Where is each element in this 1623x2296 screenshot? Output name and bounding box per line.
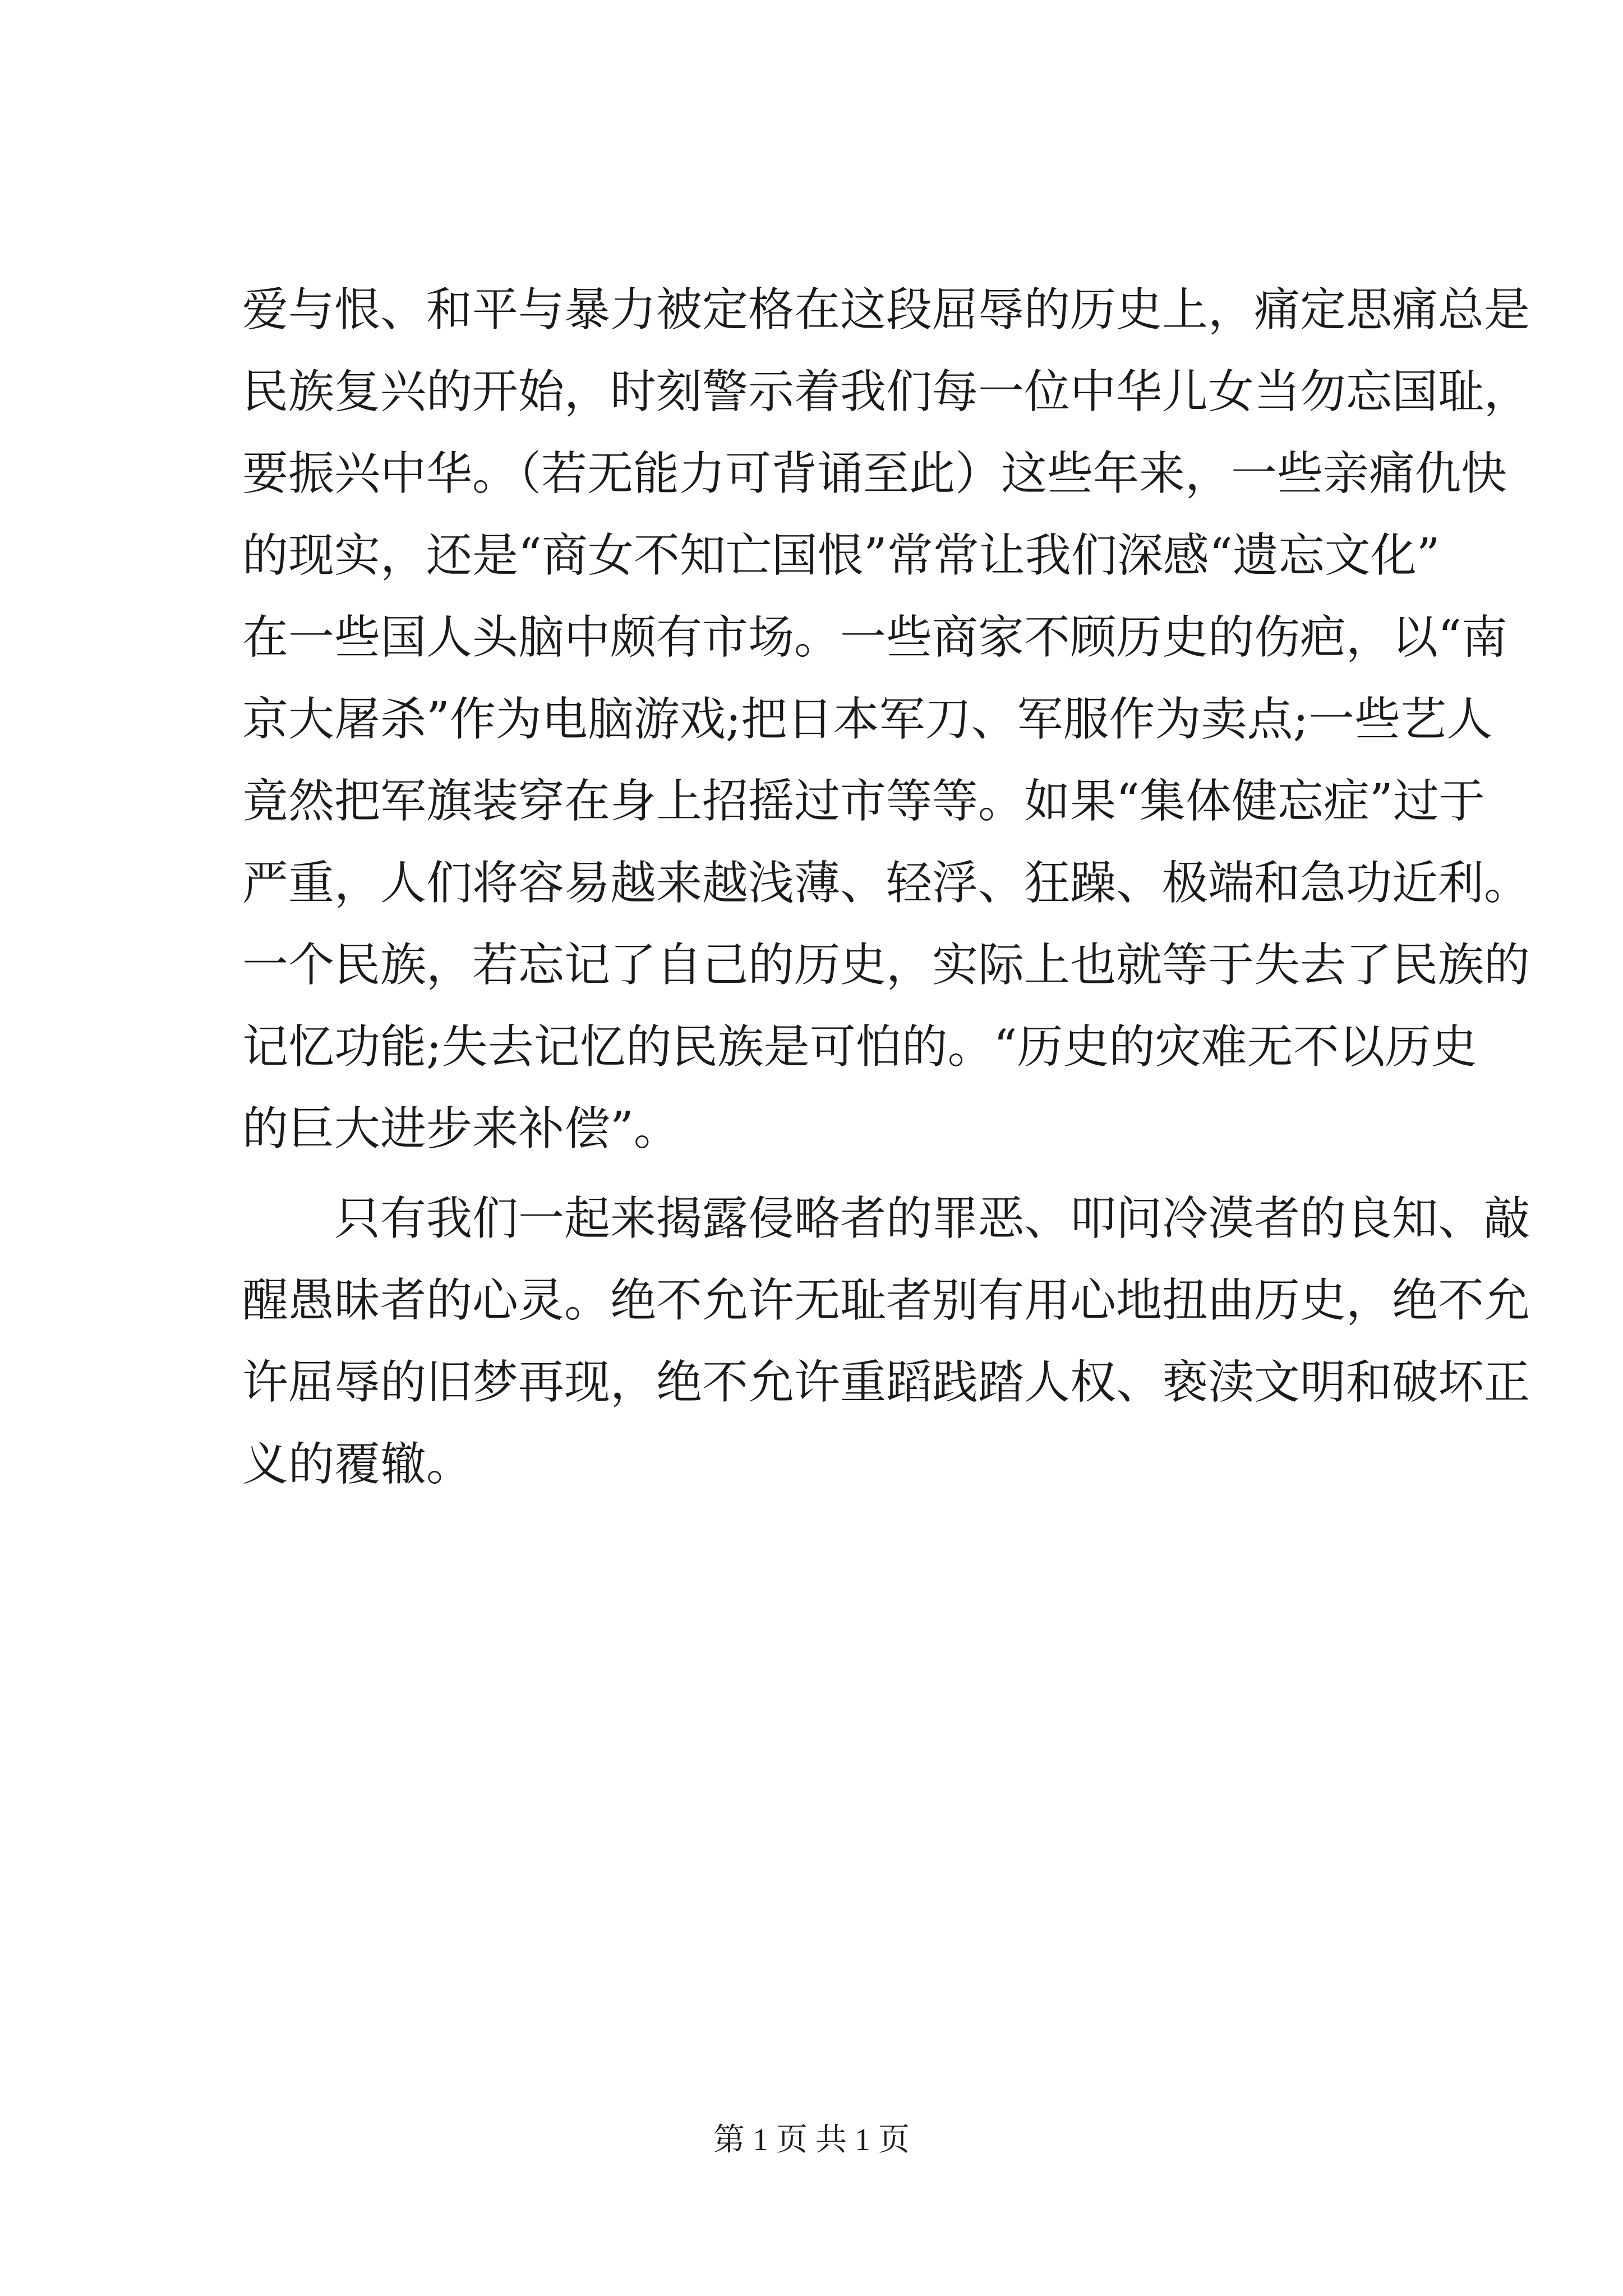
- text-line: 许屈辱的旧梦再现，绝不允许重蹈践踏人权、亵渎文明和破坏正: [242, 1356, 1530, 1409]
- text-line: 义的覆辙。: [242, 1438, 473, 1491]
- text-line: 竟然把军旗装穿在身上招摇过市等等。如果“集体健忘症”过于: [242, 775, 1485, 828]
- page-footer: 第 1 页 共 1 页: [713, 2123, 910, 2157]
- text-line: 记忆功能;失去记忆的民族是可怕的。“历史的灾难无不以历史: [242, 1020, 1477, 1074]
- paragraph-2: [242, 1178, 1530, 1506]
- text-line: 爱与恨、和平与暴力被定格在这段屈辱的历史上，痛定思痛总是: [242, 283, 1530, 337]
- text-line: 只有我们一起来揭露侵略者的罪恶、叩问冷漠者的良知、敲: [242, 1192, 1530, 1245]
- text-line: 的巨大进步来补偿”。: [242, 1102, 680, 1156]
- text-line: 在一些国人头脑中颇有市场。一些商家不顾历史的伤疤，以“南: [242, 611, 1507, 664]
- text-line: 严重，人们将容易越来越浅薄、轻浮、狂躁、极端和急功近利。: [242, 857, 1530, 910]
- text-line: 要振兴中华。（若无能力可背诵至此）这些年来，一些亲痛仇快: [242, 447, 1507, 500]
- text-line: 的现实，还是“商女不知亡国恨”常常让我们深感“遗忘文化”: [242, 529, 1440, 582]
- text-line: 醒愚昧者的心灵。绝不允许无耻者别有用心地扭曲历史，绝不允: [242, 1274, 1530, 1327]
- paragraph-gap: [242, 1170, 1409, 1178]
- paragraph-1: [242, 269, 1530, 1170]
- text-line: 一个民族，若忘记了自己的历史，实际上也就等于失去了民族的: [242, 938, 1530, 992]
- body-text: [242, 269, 1530, 1506]
- text-line: 京大屠杀”作为电脑游戏;把日本军刀、军服作为卖点;一些艺人: [242, 693, 1493, 746]
- text-line: 民族复兴的开始，时刻警示着我们每一位中华儿女当勿忘国耻，: [242, 365, 1530, 418]
